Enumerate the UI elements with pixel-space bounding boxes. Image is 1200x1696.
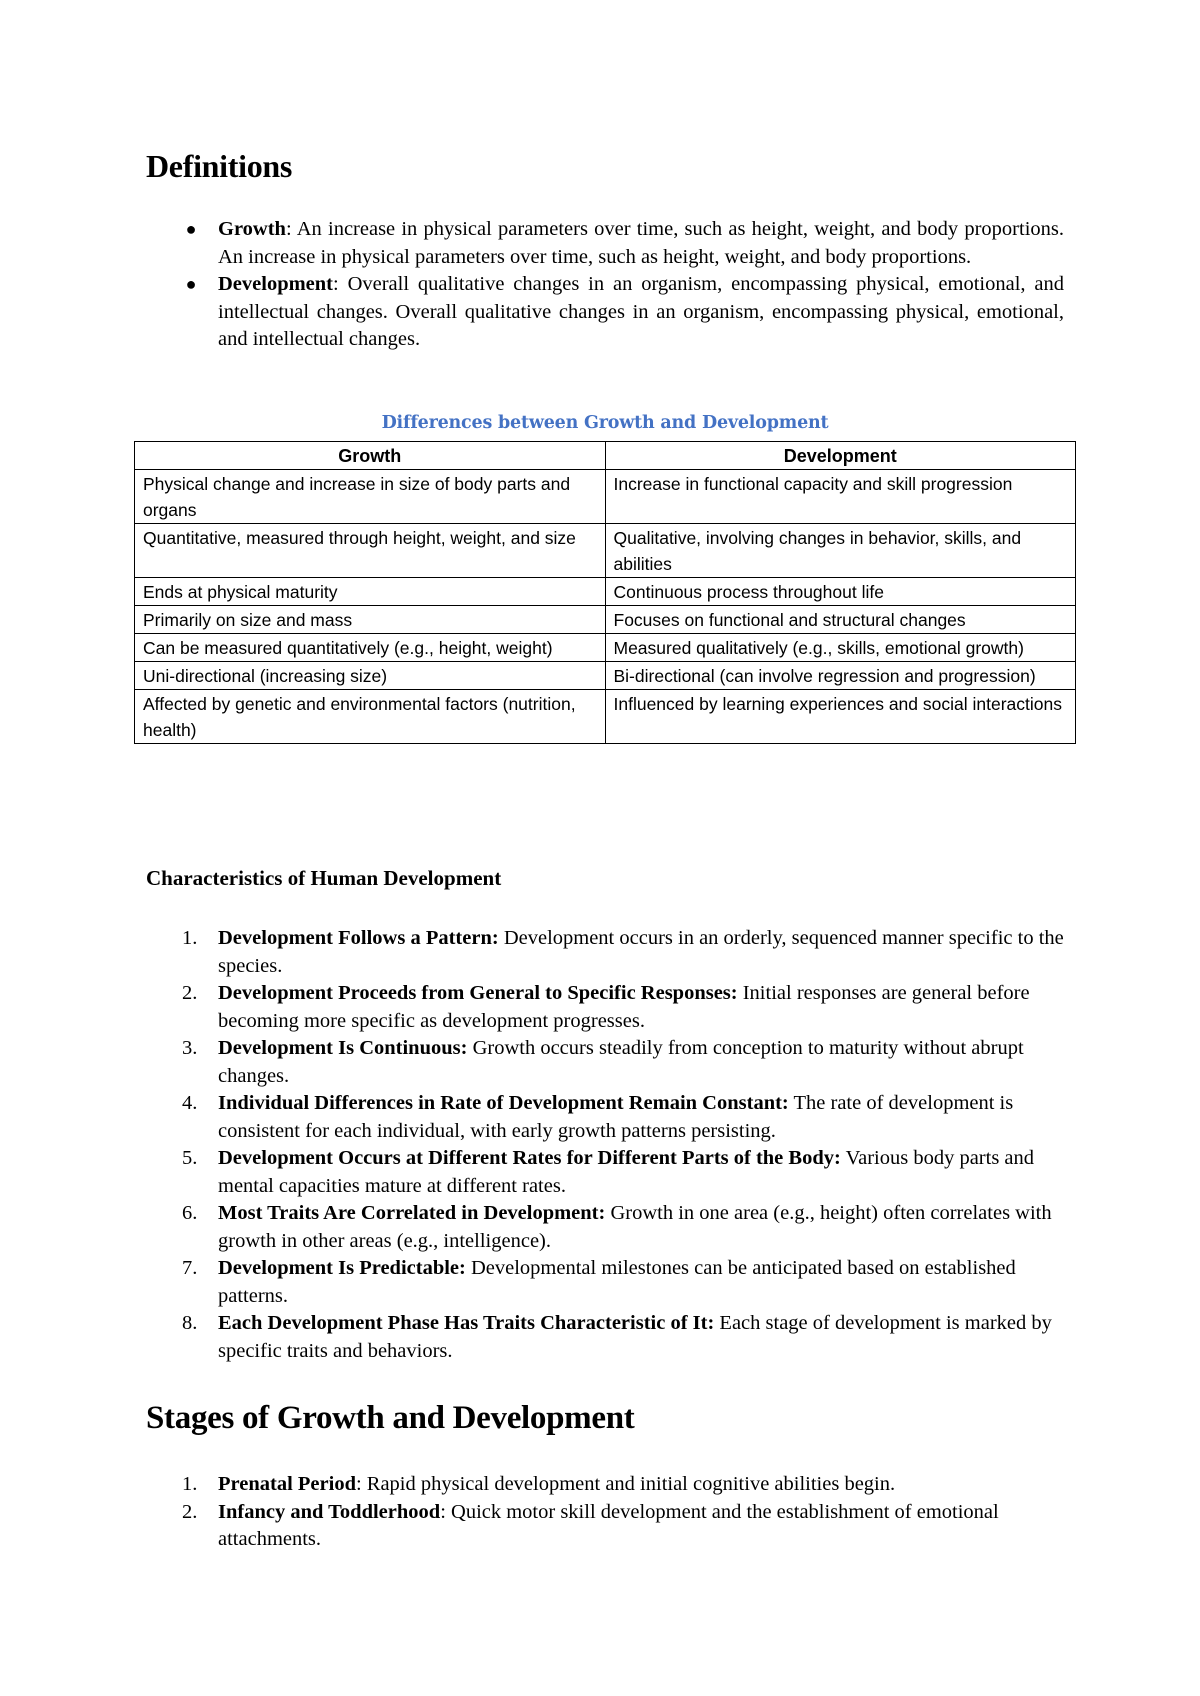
list-item-term: Development Is Predictable: — [218, 1257, 466, 1279]
list-number: 1. — [182, 1473, 198, 1495]
list-number: 1. — [182, 927, 198, 949]
list-item-text: Growth occurs steadily from conception to maturity without abrupt changes. — [218, 1037, 1024, 1087]
list-item — [146, 925, 1066, 980]
list-number: 5. — [182, 1147, 198, 1169]
list-item-term: Individual Differences in Rate of Development Remain Constant: — [218, 1092, 789, 1114]
table-cell: Affected by genetic and environmental factors (nutrition, health) — [135, 690, 606, 744]
list-item-term: Development Follows a Pattern: — [218, 927, 499, 949]
definition-text: : Overall qualitative changes in an organism, encompassing physical, emotional, and intellectual changes. Overall qualitative changes in an organism, encompassing physical, emotional, and intellectual changes. — [218, 273, 1064, 350]
list-item — [146, 1471, 1066, 1499]
list-item-term: Infancy and Toddlerhood — [218, 1500, 441, 1523]
table-row — [135, 662, 1076, 690]
table-cell: Uni-directional (increasing size) — [135, 662, 606, 690]
table-cell: Primarily on size and mass — [135, 606, 606, 634]
list-number: 2. — [182, 982, 198, 1004]
bullet-icon: ● — [185, 274, 197, 294]
definition-term: Development — [218, 273, 334, 295]
list-item-text: Growth in one area (e.g., height) often correlates with growth in other areas (e.g., intelligence). — [218, 1202, 1052, 1252]
table-cell: Quantitative, measured through height, weight, and size — [135, 524, 606, 578]
list-item-text: Various body parts and mental capacities mature at different rates. — [218, 1147, 1035, 1197]
list-number: 8. — [182, 1312, 198, 1334]
bullet-icon: ● — [185, 219, 197, 239]
characteristics-list — [146, 925, 1066, 1365]
list-item-term: Prenatal Period — [218, 1473, 356, 1495]
list-item-text: : Quick motor skill development and the establishment of emotional attachments. — [218, 1500, 999, 1550]
list-item — [146, 1310, 1066, 1365]
table-cell: Measured qualitatively (e.g., skills, emotional growth) — [605, 634, 1076, 662]
column-header: Development — [605, 442, 1076, 470]
list-item-term: Each Development Phase Has Traits Characteristic of It: — [218, 1312, 715, 1334]
list-item-term: Development Is Continuous: — [218, 1037, 468, 1059]
table-row — [135, 606, 1076, 634]
list-item-term: Most Traits Are Correlated in Development: — [218, 1202, 606, 1224]
table-row — [135, 578, 1076, 606]
list-item-text: Each stage of development is marked by specific traits and behaviors. — [218, 1312, 1052, 1362]
differences-table — [134, 441, 1076, 744]
list-item — [146, 1499, 1066, 1554]
characteristics-heading: Characteristics of Human Development — [146, 866, 502, 890]
definitions-list — [146, 216, 1064, 354]
list-number: 3. — [182, 1037, 198, 1059]
table-cell: Focuses on functional and structural changes — [605, 606, 1076, 634]
table-caption: Differences between Growth and Development — [381, 413, 829, 433]
table-row — [135, 634, 1076, 662]
definition-text: : An increase in physical parameters over time, such as height, weight, and body proportions. An increase in physical parameters over time, such as height, weight, and body proportions. — [218, 218, 1064, 268]
list-item — [146, 1200, 1066, 1255]
list-item-text: Development occurs in an orderly, sequenced manner specific to the species. — [218, 927, 1064, 977]
table-cell: Increase in functional capacity and skill progression — [605, 470, 1076, 524]
stages-list — [146, 1471, 1066, 1554]
list-item — [146, 1145, 1066, 1200]
table-cell: Ends at physical maturity — [135, 578, 606, 606]
table-cell: Continuous process throughout life — [605, 578, 1076, 606]
list-number: 7. — [182, 1257, 198, 1279]
column-header: Growth — [135, 442, 606, 470]
table-cell: Qualitative, involving changes in behavior, skills, and abilities — [605, 524, 1076, 578]
list-item-text: Developmental milestones can be anticipated based on established patterns. — [218, 1257, 1016, 1307]
list-item-term: Development Proceeds from General to Specific Responses: — [218, 982, 738, 1004]
table-row — [135, 690, 1076, 744]
table-cell: Bi-directional (can involve regression and progression) — [605, 662, 1076, 690]
list-item-text: Initial responses are general before becoming more specific as development progresses. — [218, 982, 1030, 1032]
list-number: 6. — [182, 1202, 198, 1224]
definition-item-growth — [146, 216, 1064, 271]
table-cell: Influenced by learning experiences and social interactions — [605, 690, 1076, 744]
list-item-term: Development Occurs at Different Rates for Different Parts of the Body: — [218, 1147, 841, 1169]
table-row — [135, 524, 1076, 578]
table-cell: Physical change and increase in size of body parts and organs — [135, 470, 606, 524]
definition-item-development — [146, 271, 1064, 354]
list-item-text: : Rapid physical development and initial cognitive abilities begin. — [355, 1473, 896, 1495]
list-item — [146, 1255, 1066, 1310]
document-page — [143, 0, 1064, 1696]
stages-heading: Stages of Growth and Development — [146, 1400, 635, 1436]
list-item — [146, 1035, 1066, 1090]
list-item — [146, 980, 1066, 1035]
table-cell: Can be measured quantitatively (e.g., height, weight) — [135, 634, 606, 662]
list-number: 2. — [182, 1500, 198, 1523]
definition-term: Growth — [218, 218, 286, 240]
list-item — [146, 1090, 1066, 1145]
list-number: 4. — [182, 1092, 198, 1114]
list-item-text: The rate of development is consistent for each individual, with early growth patterns persisting. — [218, 1092, 1014, 1142]
table-header-row — [135, 442, 1076, 470]
definitions-heading: Definitions — [146, 148, 293, 184]
table-row — [135, 470, 1076, 524]
